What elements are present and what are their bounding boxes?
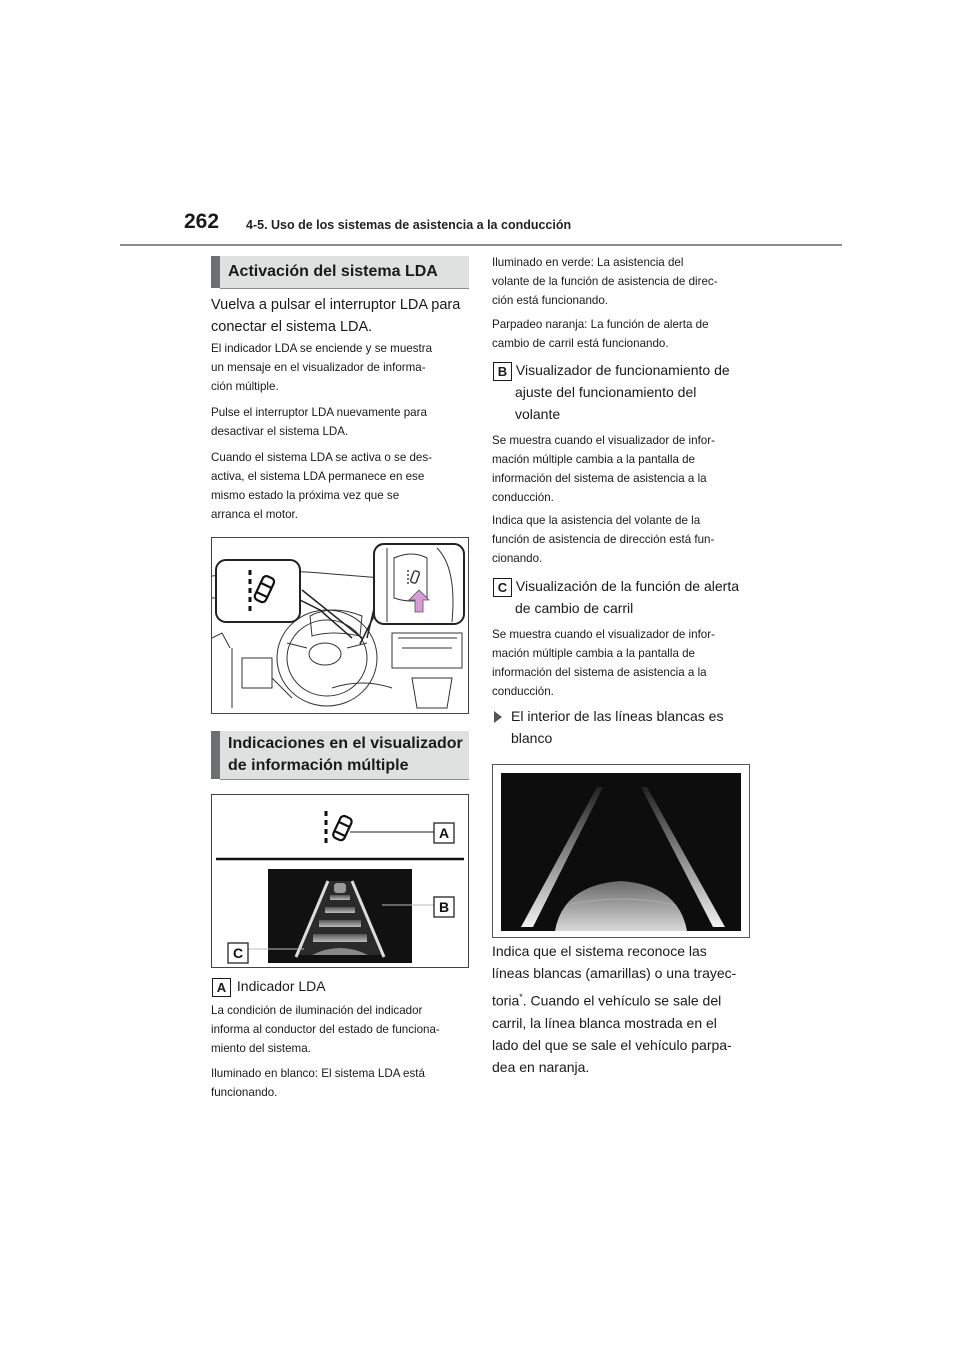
text-line: información del sistema de asistencia a la [492, 666, 707, 679]
text-line: carril, la línea blanca mostrada en el [492, 1014, 717, 1031]
item-c-heading [493, 575, 757, 619]
text-line: El indicador LDA se enciende y se muestra [211, 342, 433, 355]
text-line: Pulse el interruptor LDA nuevamente para [211, 406, 427, 419]
text-line: Indica que el sistema reconoce las [492, 943, 707, 959]
dashboard-illustration [211, 537, 469, 714]
section-heading-text: Activación del sistema LDA [228, 263, 438, 280]
text-line: informa al conductor del estado de funciona- [211, 1023, 440, 1036]
text-line: ción múltiple. [211, 380, 279, 393]
item-title: de cambio de carril [515, 600, 634, 616]
text-line: blanco [511, 730, 553, 746]
text-line: Iluminado en blanco: El sistema LDA está [211, 1067, 425, 1080]
multi-info-display-illustration [211, 794, 469, 968]
paragraph [492, 511, 756, 568]
chapter-title: 4-5. Uso de los sistemas de asistencia a la conducción [246, 218, 572, 232]
paragraph [211, 1064, 473, 1102]
text-line: lado del que se sale el vehículo parpa- [492, 1036, 732, 1053]
section-heading-text: de información múltiple [228, 757, 409, 774]
paragraph [492, 625, 756, 701]
page-number: 262 [184, 210, 220, 233]
text-line: un mensaje en el visualizador de informa- [211, 361, 426, 374]
display-drawing [212, 795, 468, 967]
text-line: La condición de iluminación del indicador [211, 1004, 423, 1017]
text-line: Se muestra cuando el visualizador de infor- [492, 434, 715, 447]
lane-drawing [493, 765, 749, 937]
item-a-heading [212, 975, 326, 997]
section-heading-activation [211, 256, 469, 288]
text-line: Indica que la asistencia del volante de la [492, 514, 701, 527]
item-title: Visualización de la función de alerta [515, 578, 740, 594]
text-line: El interior de las líneas blancas es [511, 708, 724, 724]
paragraph [211, 448, 473, 524]
text-line: información del sistema de asistencia a la [492, 472, 707, 485]
paragraph [492, 431, 756, 507]
section-heading-text: Indicaciones en el visualizador [228, 735, 463, 752]
text-line: volante de la función de asistencia de direc- [492, 275, 718, 288]
text-line: líneas blancas (amarillas) o una trayec- [492, 965, 737, 981]
text-line: mación múltiple cambia a la pantalla de [492, 453, 696, 466]
item-title: Visualizador de funcionamiento de [515, 362, 730, 378]
paragraph [211, 339, 473, 396]
footnote-marker: * [519, 992, 523, 1002]
label-a: A [438, 825, 450, 841]
section-heading-indications [211, 731, 469, 779]
text-line: función de asistencia de dirección está fun- [492, 533, 715, 546]
text-line: Iluminado en verde: La asistencia del [492, 256, 684, 269]
text-line: cambio de carril está funcionando. [492, 337, 669, 350]
item-letter-box: C [493, 578, 512, 597]
text-segment: toria [492, 992, 520, 1009]
text-line: Vuelva a pulsar el interruptor LDA para [211, 297, 461, 313]
paragraph [211, 403, 473, 441]
text-line: arranca el motor. [211, 508, 298, 521]
item-title: Indicador LDA [236, 978, 326, 994]
label-c: C [232, 945, 244, 961]
text-line: activa, el sistema LDA permanece en ese [211, 470, 425, 483]
text-segment: . Cuando el vehículo se sale del [522, 992, 722, 1009]
item-title: ajuste del funcionamiento del [515, 384, 697, 400]
item-b-heading [493, 359, 757, 425]
bullet-triangle-icon [494, 711, 502, 723]
item-letter-box: A [212, 978, 231, 997]
text-line: Cuando el sistema LDA se activa o se des- [211, 451, 433, 464]
text-line: conducción. [492, 685, 554, 698]
text-line [492, 986, 762, 1012]
label-b: B [438, 899, 450, 915]
dashboard-drawing [212, 538, 468, 713]
text-line: mismo estado la próxima vez que se [211, 489, 400, 502]
text-line: mación múltiple cambia a la pantalla de [492, 647, 696, 660]
bullet-item [511, 705, 751, 749]
text-line: conducción. [492, 491, 554, 504]
text-line: ción está funcionando. [492, 294, 609, 307]
paragraph [492, 253, 756, 310]
paragraph [492, 315, 756, 353]
lane-display-illustration [492, 764, 750, 938]
header-rule [120, 244, 842, 246]
item-title: volante [515, 406, 561, 422]
text-line: desactivar el sistema LDA. [211, 425, 349, 438]
closing-paragraph [492, 940, 762, 1078]
text-line: cionando. [492, 552, 543, 565]
text-line: conectar el sistema LDA. [211, 319, 373, 335]
text-line: funcionando. [211, 1086, 278, 1099]
text-line: Se muestra cuando el visualizador de infor- [492, 628, 715, 641]
item-letter-box: B [493, 362, 512, 381]
lead-paragraph [211, 294, 471, 338]
text-line: dea en naranja. [492, 1058, 590, 1075]
paragraph [211, 1001, 473, 1058]
text-line: miento del sistema. [211, 1042, 311, 1055]
text-line: Parpadeo naranja: La función de alerta de [492, 318, 709, 331]
